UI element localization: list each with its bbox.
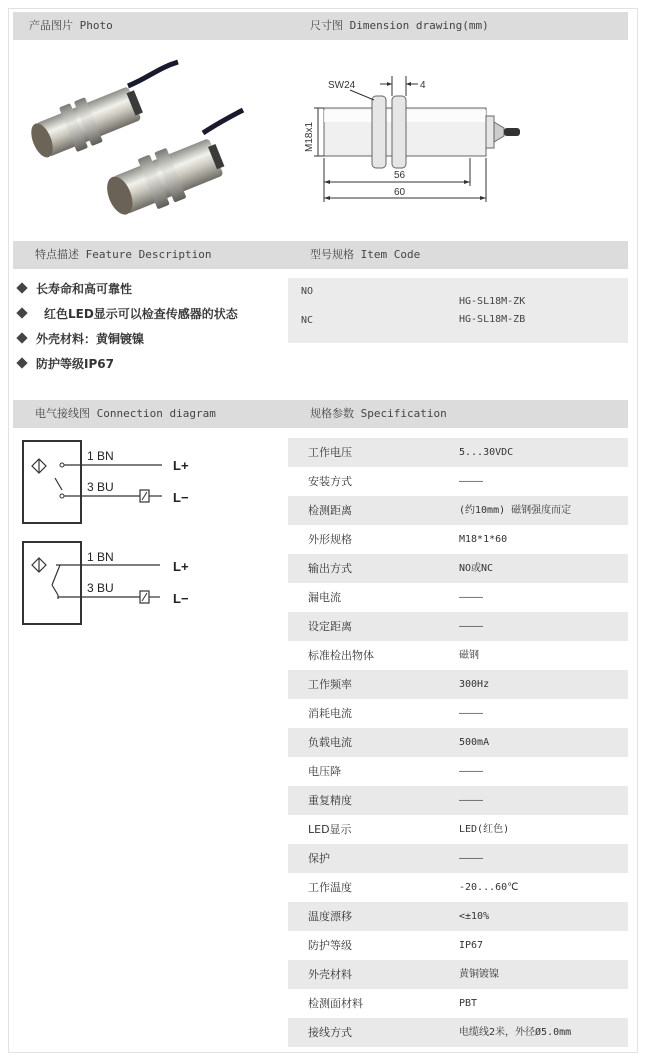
spec-key: 保护 (308, 852, 330, 865)
spec-key: 标准检出物体 (308, 649, 374, 662)
spec-key: LED显示 (308, 823, 352, 836)
nut-label: 4 (420, 80, 426, 91)
spec-key: 重复精度 (308, 794, 352, 807)
spec-row (288, 583, 628, 612)
product-photo (18, 48, 258, 228)
spec-key: 消耗电流 (308, 707, 352, 720)
no-plus-label: L+ (173, 458, 189, 473)
sw-label: SW24 (328, 80, 356, 91)
feature-header-cn: 特点描述 (35, 248, 79, 261)
photo-header (13, 12, 288, 40)
spec-value: -20...60℃ (459, 882, 519, 893)
specification-header (288, 400, 628, 428)
feature-item (18, 330, 144, 347)
spec-row (288, 670, 628, 699)
connection-diagram-no (20, 438, 200, 530)
connection-header (13, 400, 288, 428)
spec-row (288, 989, 628, 1018)
spec-key: 工作温度 (308, 881, 352, 894)
spec-row (288, 902, 628, 931)
feature-header (13, 241, 288, 269)
spec-value: LED(红色) (459, 824, 510, 835)
spec-key: 工作频率 (308, 678, 352, 691)
diamond-bullet-icon (16, 332, 27, 343)
spec-value: ———— (459, 476, 484, 487)
nc-plus-label: L+ (173, 559, 189, 574)
connection-header-cn: 电气接线图 (35, 407, 90, 420)
spec-value: 黄铜镀镍 (459, 969, 499, 980)
spec-value: <±10% (459, 911, 490, 922)
feature-text: 长寿命和高可靠性 (36, 282, 133, 296)
spec-value: ———— (459, 795, 484, 806)
no-wire2-label: 3 BU (87, 480, 114, 494)
spec-row (288, 873, 628, 902)
spec-row (288, 554, 628, 583)
spec-row (288, 467, 628, 496)
spec-row (288, 786, 628, 815)
connection-header-en: Connection diagram (96, 407, 216, 420)
dimension-drawing (290, 66, 530, 206)
diamond-bullet-icon (16, 307, 27, 318)
item-code-header-en: Item Code (360, 248, 421, 261)
sensor-2 (99, 130, 230, 225)
spec-key: 外壳材料 (308, 968, 352, 981)
spec-row (288, 525, 628, 554)
spec-value: 500mA (459, 737, 490, 748)
specification-header-en: Specification (360, 407, 447, 420)
dimension-header-cn: 尺寸图 (310, 19, 343, 32)
item-code-panel (288, 278, 628, 343)
spec-value: ———— (459, 853, 484, 864)
spec-key: 接线方式 (308, 1026, 352, 1039)
spec-row (288, 931, 628, 960)
sensor-1 (25, 79, 148, 166)
dimension-header (288, 12, 628, 40)
spec-value: PBT (459, 998, 478, 1009)
feature-text: 防护等级IP67 (36, 357, 114, 371)
feature-item (18, 280, 132, 297)
photo-header-cn: 产品图片 (29, 19, 73, 32)
spec-row (288, 438, 628, 467)
spec-key: 防护等级 (308, 939, 352, 952)
spec-value: 电缆线2米，外径Ø5.0mm (459, 1027, 572, 1038)
diamond-bullet-icon (16, 282, 27, 293)
thread-label: M18x1 (304, 121, 315, 152)
no-minus-label: L− (173, 490, 189, 505)
spec-row (288, 960, 628, 989)
spec-value: ———— (459, 621, 484, 632)
feature-text: 外壳材料：黄铜镀镍 (36, 332, 145, 346)
feature-item (18, 305, 238, 322)
spec-value: NO或NC (459, 563, 494, 574)
spec-row (288, 844, 628, 873)
spec-value: (约10mm) 磁钢强度而定 (459, 505, 572, 516)
body-length-label: 56 (394, 170, 406, 181)
no-label: NO (301, 286, 314, 297)
spec-row (288, 1018, 628, 1047)
feature-item (18, 355, 114, 372)
spec-row (288, 641, 628, 670)
spec-key: 安装方式 (308, 475, 352, 488)
feature-text: 红色LED显示可以检查传感器的状态 (44, 307, 238, 321)
connection-diagram-nc (20, 539, 200, 631)
specification-header-cn: 规格参数 (310, 407, 354, 420)
no-wire1-label: 1 BN (87, 449, 114, 463)
spec-value: ———— (459, 708, 484, 719)
spec-key: 负载电流 (308, 736, 352, 749)
feature-header-en: Feature Description (85, 248, 212, 261)
specification-table (288, 438, 628, 1047)
spec-key: 漏电流 (308, 591, 341, 604)
spec-value: ———— (459, 766, 484, 777)
nc-code: HG-SL18M-ZB (459, 314, 526, 325)
photo-header-en: Photo (79, 19, 113, 32)
diamond-bullet-icon (16, 357, 27, 368)
dimension-header-en: Dimension drawing(mm) (349, 19, 489, 32)
spec-key: 检测面材料 (308, 997, 363, 1010)
spec-row (288, 728, 628, 757)
spec-value: IP67 (459, 940, 484, 951)
item-code-header-cn: 型号规格 (310, 248, 354, 261)
spec-value: 5...30VDC (459, 447, 514, 458)
spec-key: 设定距离 (308, 620, 352, 633)
spec-key: 外形规格 (308, 533, 352, 546)
item-code-header (288, 241, 628, 269)
spec-key: 检测距离 (308, 504, 352, 517)
spec-key: 工作电压 (308, 446, 352, 459)
spec-value: ———— (459, 592, 484, 603)
spec-row (288, 757, 628, 786)
spec-row (288, 815, 628, 844)
nc-wire2-label: 3 BU (87, 581, 114, 595)
spec-key: 输出方式 (308, 562, 352, 575)
spec-row (288, 496, 628, 525)
spec-key: 电压降 (308, 765, 341, 778)
total-length-label: 60 (394, 187, 406, 198)
spec-value: M18*1*60 (459, 534, 508, 545)
nc-label: NC (301, 315, 314, 326)
spec-row (288, 612, 628, 641)
nc-minus-label: L− (173, 591, 189, 606)
spec-row (288, 699, 628, 728)
spec-value: 磁钢 (459, 650, 479, 661)
spec-value: 300Hz (459, 679, 490, 690)
nc-wire1-label: 1 BN (87, 550, 114, 564)
no-code: HG-SL18M-ZK (459, 296, 526, 307)
spec-key: 温度漂移 (308, 910, 352, 923)
